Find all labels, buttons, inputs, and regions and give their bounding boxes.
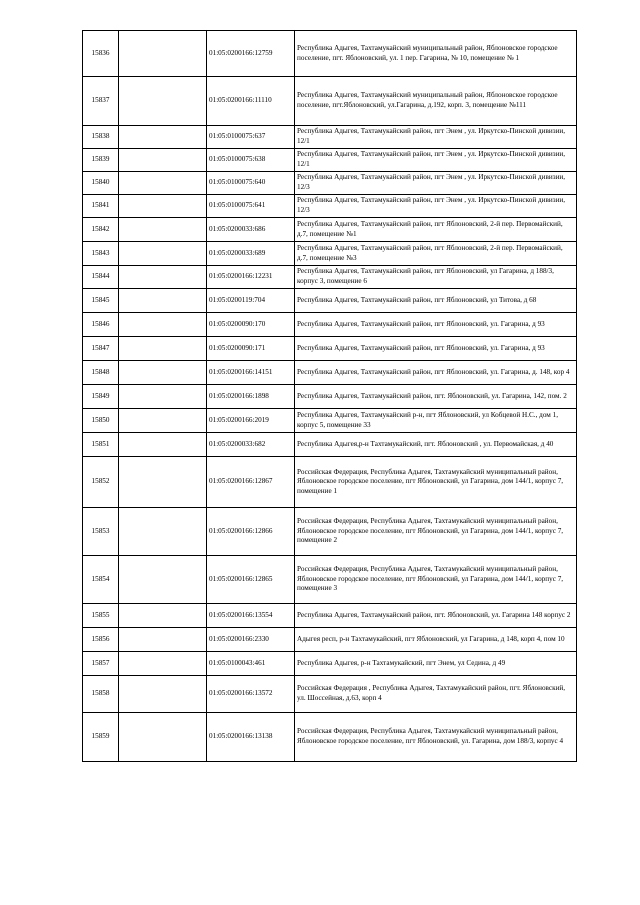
table-row (83, 676, 577, 713)
address: Адыгея респ, р-н Тахтамукайский, пгт Яблоновский, ул Гагарина, д 148, корп 4, пом 10 (295, 628, 577, 652)
empty-cell (119, 77, 207, 126)
empty-cell (119, 313, 207, 337)
empty-cell (119, 676, 207, 713)
row-number: 15839 (83, 149, 119, 172)
cadastral-number: 01:05:0200166:12866 (207, 508, 295, 556)
empty-cell (119, 266, 207, 289)
row-number: 15841 (83, 195, 119, 218)
cadastral-number: 01:05:0200166:2330 (207, 628, 295, 652)
cadastral-number: 01:05:0200166:11110 (207, 77, 295, 126)
table-row (83, 195, 577, 218)
row-number: 15854 (83, 556, 119, 604)
address: Республика Адыгея, Тахтамукайский район, пгт Яблоновский, ул Гагарина, д 188/3, корпус 3, помещение 6 (295, 266, 577, 289)
row-number: 15847 (83, 337, 119, 361)
table-row (83, 604, 577, 628)
empty-cell (119, 361, 207, 385)
row-number: 15840 (83, 172, 119, 195)
row-number: 15849 (83, 385, 119, 409)
cadastral-number: 01:05:0100075:641 (207, 195, 295, 218)
address: Республика Адыгея, Тахтамукайский район, пгт Энем , ул. Иркутско-Пинской дивизии, 12/1 (295, 126, 577, 149)
empty-cell (119, 195, 207, 218)
empty-cell (119, 242, 207, 266)
table-row (83, 242, 577, 266)
table-row (83, 289, 577, 313)
cadastral-number: 01:05:0200166:2019 (207, 409, 295, 433)
table-row (83, 361, 577, 385)
table-row (83, 409, 577, 433)
registry-rows (83, 31, 577, 762)
address: Республика Адыгея, Тахтамукайский р-н, пгт Яблоновский, ул Кобцевой Н.С., дом 1, корпус 5, помещение 33 (295, 409, 577, 433)
row-number: 15856 (83, 628, 119, 652)
cadastral-number: 01:05:0200090:170 (207, 313, 295, 337)
address: Республика Адыгея, Тахтамукайский район, пгт Яблоновский, 2-й пер. Первомайский, д.7, помещение №3 (295, 242, 577, 266)
empty-cell (119, 604, 207, 628)
empty-cell (119, 556, 207, 604)
empty-cell (119, 409, 207, 433)
cadastral-number: 01:05:0200090:171 (207, 337, 295, 361)
row-number: 15848 (83, 361, 119, 385)
row-number: 15836 (83, 31, 119, 77)
cadastral-number: 01:05:0200166:13554 (207, 604, 295, 628)
address: Российская Федерация, Республика Адыгея, Тахтамукайский муниципальный район, Яблоновское городское поселение, пгт Яблоновский, ул Гагарина, дом 144/1, корпус 7, помещение 1 (295, 457, 577, 508)
table-row (83, 433, 577, 457)
address: Республика Адыгея, Тахтамукайский район, пгт. Яблоновский, ул. Гагарина, 142, пом. 2 (295, 385, 577, 409)
empty-cell (119, 457, 207, 508)
address: Республика Адыгея, Тахтамукайский муниципальный район, Яблоновское городское поселение, пгт.Яблоновский, ул.Гагарина, д.192, корп. 3, помещение №111 (295, 77, 577, 126)
empty-cell (119, 149, 207, 172)
row-number: 15855 (83, 604, 119, 628)
empty-cell (119, 713, 207, 762)
address: Республика Адыгея, Тахтамукайский район, пгт Яблоновский, ул Титова, д 68 (295, 289, 577, 313)
address: Республика Адыгея, Тахтамукайский район, пгт Энем , ул. Иркутско-Пинской дивизии, 12/1 (295, 149, 577, 172)
table-row (83, 337, 577, 361)
address: Республика Адыгея, Тахтамукайский район, пгт Яблоновский, 2-й пер. Первомайский, д.7, помещение №1 (295, 218, 577, 242)
cadastral-number: 01:05:0100075:638 (207, 149, 295, 172)
cadastral-number: 01:05:0200033:682 (207, 433, 295, 457)
empty-cell (119, 126, 207, 149)
table-row (83, 652, 577, 676)
table-row (83, 31, 577, 77)
cadastral-number: 01:05:0200166:1898 (207, 385, 295, 409)
empty-cell (119, 172, 207, 195)
empty-cell (119, 337, 207, 361)
address: Республика Адыгея,р-н Тахтамукайский, пгт. Яблоновский , ул. Первомайская, д 40 (295, 433, 577, 457)
table-row (83, 218, 577, 242)
address: Республика Адыгея, Тахтамукайский район, пгт Яблоновский, ул. Гагарина, д 93 (295, 313, 577, 337)
cadastral-number: 01:05:0200166:12865 (207, 556, 295, 604)
cadastral-number: 01:05:0200166:13138 (207, 713, 295, 762)
address: Республика Адыгея, Тахтамукайский район, пгт Яблоновский, ул. Гагарина, д. 148, кор 4 (295, 361, 577, 385)
cadastral-number: 01:05:0200033:686 (207, 218, 295, 242)
row-number: 15851 (83, 433, 119, 457)
empty-cell (119, 652, 207, 676)
address: Республика Адыгея, р-н Тахтамукайский, пгт Энем, ул Седина, д 49 (295, 652, 577, 676)
address: Республика Адыгея, Тахтамукайский район, пгт. Яблоновский, ул. Гагарина 148 корпус 2 (295, 604, 577, 628)
cadastral-number: 01:05:0200166:12231 (207, 266, 295, 289)
cadastral-number: 01:05:0200033:689 (207, 242, 295, 266)
row-number: 15846 (83, 313, 119, 337)
table-row (83, 149, 577, 172)
address: Российская Федерация, Республика Адыгея, Тахтамукайский муниципальный район, Яблоновское городское поселение, пгт Яблоновский, ул Гагарина, дом 144/1, корпус 7, помещение 3 (295, 556, 577, 604)
row-number: 15843 (83, 242, 119, 266)
table-row (83, 628, 577, 652)
table-row (83, 126, 577, 149)
table-row (83, 172, 577, 195)
empty-cell (119, 31, 207, 77)
row-number: 15837 (83, 77, 119, 126)
address: Российская Федерация , Республика Адыгея, Тахтамукайский район, пгт. Яблоновский, ул. Шоссейная, д.63, корп 4 (295, 676, 577, 713)
address: Российская Федерация, Республика Адыгея, Тахтамукайский муниципальный район, Яблоновское городское поселение, пгт Яблоновский, ул Гагарина, дом 144/1, корпус 7, помещение 2 (295, 508, 577, 556)
row-number: 15857 (83, 652, 119, 676)
empty-cell (119, 218, 207, 242)
row-number: 15850 (83, 409, 119, 433)
table-row (83, 556, 577, 604)
row-number: 15844 (83, 266, 119, 289)
row-number: 15842 (83, 218, 119, 242)
row-number: 15853 (83, 508, 119, 556)
table-row (83, 266, 577, 289)
empty-cell (119, 508, 207, 556)
address: Республика Адыгея, Тахтамукайский район, пгт Яблоновский, ул. Гагарина, д 93 (295, 337, 577, 361)
table-row (83, 313, 577, 337)
cadastral-number: 01:05:0100043:461 (207, 652, 295, 676)
cadastral-number: 01:05:0200166:12867 (207, 457, 295, 508)
empty-cell (119, 433, 207, 457)
empty-cell (119, 289, 207, 313)
address: Российская Федерация, Республика Адыгея, Тахтамукайский муниципальный район, Яблоновское городское поселение, пгт Яблоновский, ул. Гагарина, дом 188/3, корпус 4 (295, 713, 577, 762)
empty-cell (119, 385, 207, 409)
cadastral-number: 01:05:0200119:704 (207, 289, 295, 313)
table-row (83, 508, 577, 556)
address: Республика Адыгея, Тахтамукайский район, пгт Энем , ул. Иркутско-Пинской дивизии, 12/3 (295, 195, 577, 218)
row-number: 15845 (83, 289, 119, 313)
row-number: 15858 (83, 676, 119, 713)
row-number: 15852 (83, 457, 119, 508)
address: Республика Адыгея, Тахтамукайский район, пгт Энем , ул. Иркутско-Пинской дивизии, 12/3 (295, 172, 577, 195)
table-row (83, 457, 577, 508)
row-number: 15838 (83, 126, 119, 149)
cadastral-number: 01:05:0200166:14151 (207, 361, 295, 385)
cadastral-number: 01:05:0100075:640 (207, 172, 295, 195)
cadastral-number: 01:05:0100075:637 (207, 126, 295, 149)
cadastral-number: 01:05:0200166:13572 (207, 676, 295, 713)
table-row (83, 77, 577, 126)
empty-cell (119, 628, 207, 652)
registry-table (82, 30, 577, 762)
table-row (83, 385, 577, 409)
cadastral-number: 01:05:0200166:12759 (207, 31, 295, 77)
address: Республика Адыгея, Тахтамукайский муниципальный район, Яблоновское городское поселение, пгт. Яблоновский, ул. 1 пер. Гагарина, № 10, помещение № 1 (295, 31, 577, 77)
table-row (83, 713, 577, 762)
row-number: 15859 (83, 713, 119, 762)
